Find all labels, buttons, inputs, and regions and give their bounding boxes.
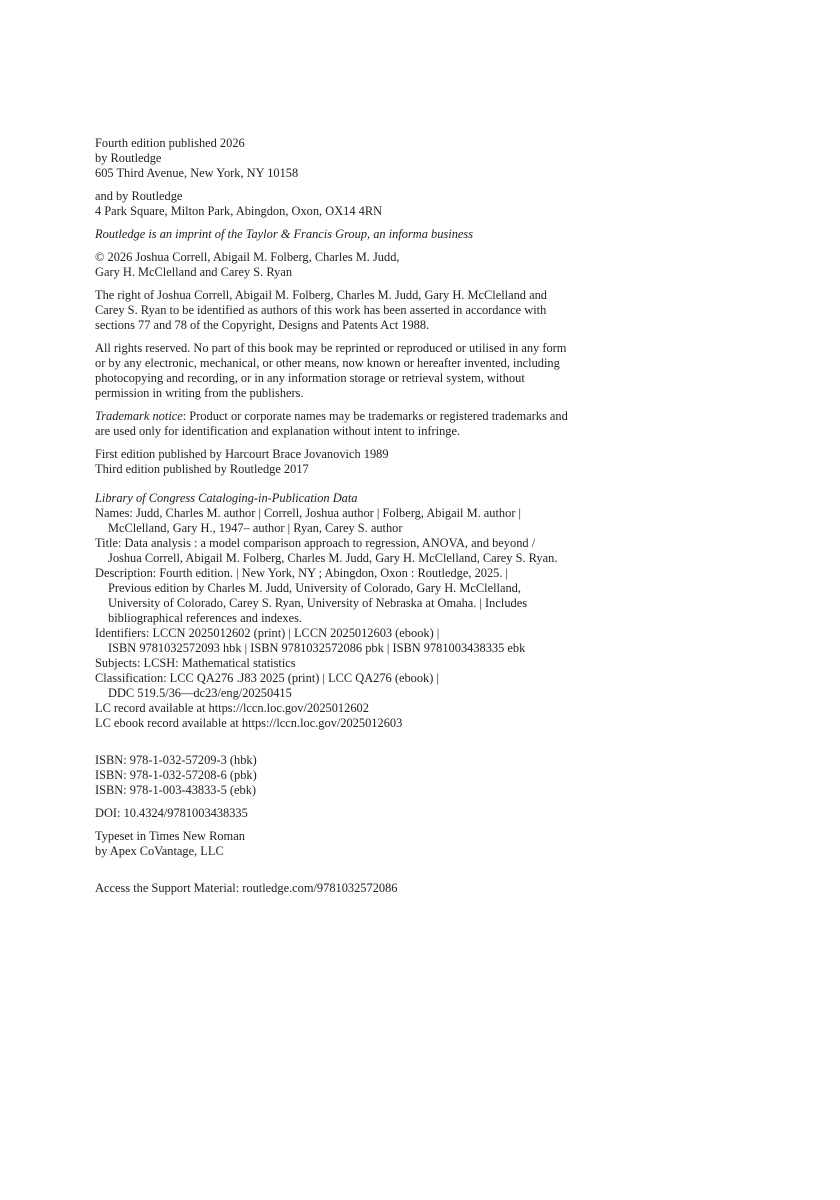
- cip-names: Names: Judd, Charles M. author | Correll, Joshua author | Folberg, Abigail M. author |: [95, 506, 522, 520]
- moral-rights-line: The right of Joshua Correll, Abigail M. Folberg, Charles M. Judd, Gary H. McClelland and: [95, 288, 547, 302]
- lc-record-link: LC record available at https://lccn.loc.gov/2025012602: [95, 701, 369, 715]
- us-address: 605 Third Avenue, New York, NY 10158: [95, 166, 299, 180]
- cip-subjects: Subjects: LCSH: Mathematical statistics: [95, 656, 296, 670]
- moral-rights-line: sections 77 and 78 of the Copyright, Designs and Patents Act 1988.: [95, 318, 430, 332]
- copyright-block: [95, 250, 795, 280]
- isbn-ebk: ISBN: 978-1-003-43833-5 (ebk): [95, 783, 257, 797]
- and-by-line: and by Routledge: [95, 189, 183, 203]
- moral-rights-paragraph: [95, 288, 795, 333]
- cip-title-cont: Joshua Correll, Abigail M. Folberg, Charles M. Judd, Gary H. McClelland, Carey S. Ryan.: [108, 551, 558, 565]
- isbn-hbk: ISBN: 978-1-032-57209-3 (hbk): [95, 753, 257, 767]
- cip-description-cont: Previous edition by Charles M. Judd, University of Colorado, Gary H. McClelland,: [108, 581, 521, 595]
- edition-line: Fourth edition published 2026: [95, 136, 245, 150]
- cip-data: [95, 491, 795, 731]
- typeset-block: [95, 829, 795, 859]
- cip-identifiers: Identifiers: LCCN 2025012602 (print) | LCCN 2025012603 (ebook) |: [95, 626, 440, 640]
- typeset-font: Typeset in Times New Roman: [95, 829, 245, 843]
- trademark-text: : Product or corporate names may be trademarks or registered trademarks and: [182, 409, 568, 423]
- typeset-by: by Apex CoVantage, LLC: [95, 844, 224, 858]
- trademark-label: Trademark notice: [95, 409, 183, 423]
- publisher-line: by Routledge: [95, 151, 162, 165]
- lc-ebook-record-link: LC ebook record available at https://lccn.loc.gov/2025012603: [95, 716, 403, 730]
- edition-history-line: Third edition published by Routledge 2017: [95, 462, 309, 476]
- cip-classification-cont: DDC 519.5/36—dc23/eng/20250415: [108, 686, 292, 700]
- cip-identifiers-cont: ISBN 9781032572093 hbk | ISBN 9781032572086 pbk | ISBN 9781003438335 ebk: [108, 641, 526, 655]
- cip-description: Description: Fourth edition. | New York, NY ; Abingdon, Oxon : Routledge, 2025. |: [95, 566, 509, 580]
- copyright-page: [95, 136, 795, 904]
- cip-classification: Classification: LCC QA276 .J83 2025 (print) | LCC QA276 (ebook) |: [95, 671, 439, 685]
- trademark-line-1: [95, 409, 795, 424]
- cip-names-cont: McClelland, Gary H., 1947– author | Ryan, Carey S. author: [108, 521, 403, 535]
- rights-line: permission in writing from the publishers.: [95, 386, 304, 400]
- rights-reserved-paragraph: [95, 341, 795, 401]
- cip-description-cont: University of Colorado, Carey S. Ryan, University of Nebraska at Omaha. | Includes: [108, 596, 528, 610]
- isbn-pbk: ISBN: 978-1-032-57208-6 (pbk): [95, 768, 257, 782]
- cip-description-cont: bibliographical references and indexes.: [108, 611, 303, 625]
- previous-editions: [95, 447, 795, 477]
- trademark-notice: [95, 409, 795, 439]
- rights-line: photocopying and recording, or in any information storage or retrieval system, without: [95, 371, 525, 385]
- trademark-line-2: are used only for identification and explanation without intent to infringe.: [95, 424, 461, 438]
- copyright-line-2: Gary H. McClelland and Carey S. Ryan: [95, 265, 293, 279]
- cip-title: Title: Data analysis : a model comparison approach to regression, ANOVA, and beyond /: [95, 536, 536, 550]
- support-material: Access the Support Material: routledge.com/9781032572086: [95, 881, 398, 895]
- doi: DOI: 10.4324/9781003438335: [95, 806, 248, 820]
- moral-rights-line: Carey S. Ryan to be identified as authors of this work has been asserted in accordance with: [95, 303, 547, 317]
- cip-heading: Library of Congress Cataloging-in-Publication Data: [95, 491, 358, 505]
- rights-line: All rights reserved. No part of this book may be reprinted or reproduced or utilised in any form: [95, 341, 567, 355]
- edition-history-line: First edition published by Harcourt Brace Jovanovich 1989: [95, 447, 389, 461]
- publication-block: [95, 136, 795, 181]
- isbn-block: [95, 753, 795, 798]
- rights-line: or by any electronic, mechanical, or other means, now known or hereafter invented, including: [95, 356, 560, 370]
- copyright-line-1: © 2026 Joshua Correll, Abigail M. Folberg, Charles M. Judd,: [95, 250, 400, 264]
- uk-address: 4 Park Square, Milton Park, Abingdon, Oxon, OX14 4RN: [95, 204, 383, 218]
- imprint-notice: Routledge is an imprint of the Taylor & Francis Group, an informa business: [95, 227, 474, 241]
- uk-publisher-block: [95, 189, 795, 219]
